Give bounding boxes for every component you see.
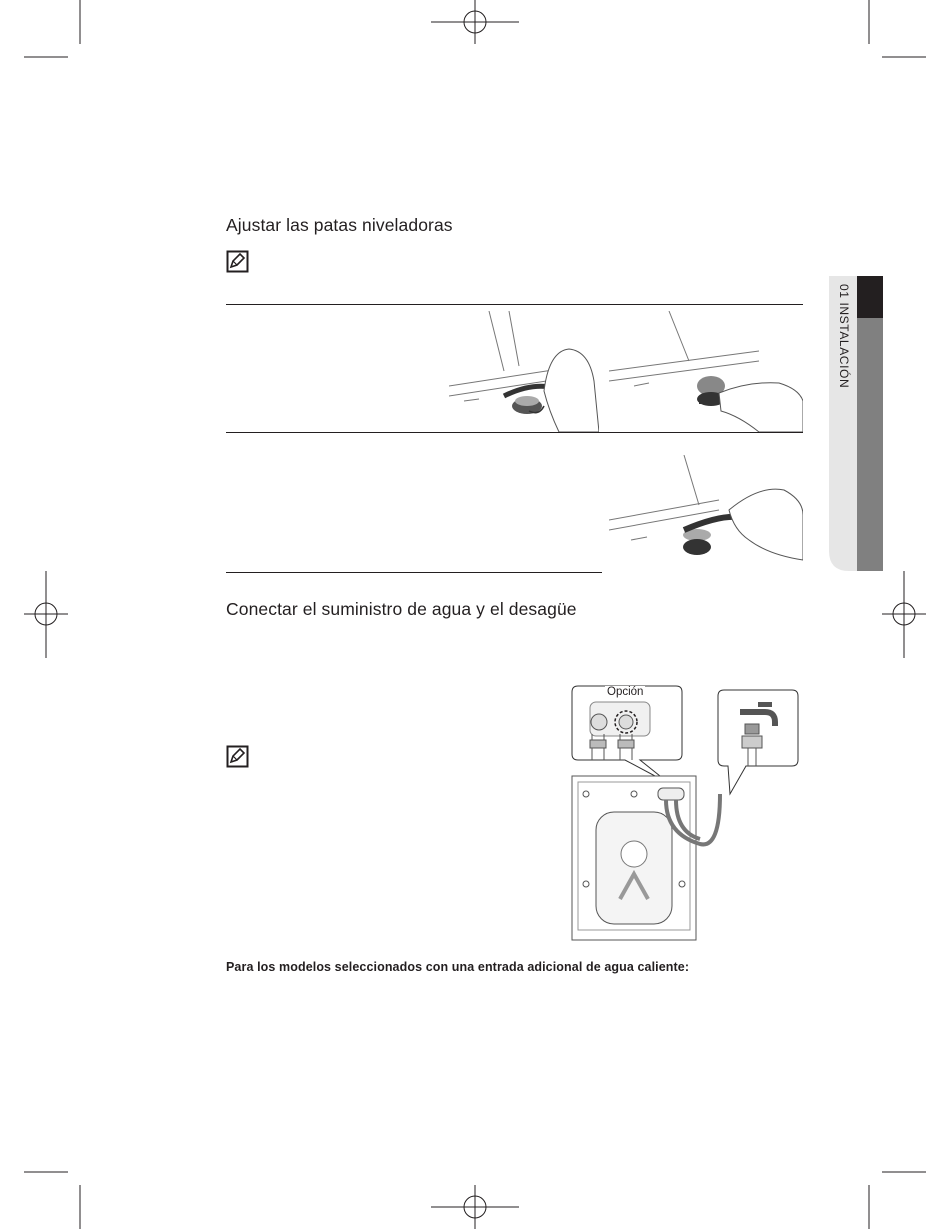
- registration-mark-icon: [24, 571, 68, 658]
- registration-mark-icon: [431, 1185, 519, 1229]
- registration-mark-icon: [882, 571, 926, 658]
- option-label: Opción: [607, 686, 644, 698]
- illustration-water-connection: [570, 684, 802, 942]
- illustration-tighten-leg: [609, 455, 803, 580]
- registration-mark-icon: [431, 0, 519, 44]
- divider: [226, 572, 602, 573]
- divider: [226, 432, 803, 433]
- section-heading-water: Conectar el suministro de agua y el desagüe: [226, 599, 577, 619]
- illustration-adjust-leg-wrench: [449, 311, 599, 432]
- illustration-adjust-leg-hand: [609, 311, 803, 432]
- divider: [226, 304, 803, 305]
- section-heading-leveling: Ajustar las patas niveladoras: [226, 215, 453, 235]
- note-icon: [226, 745, 249, 768]
- caption-hot-water: Para los modelos seleccionados con una entrada adicional de agua caliente:: [226, 960, 690, 974]
- chapter-tab-label: 01 INSTALACIÓN: [837, 284, 851, 389]
- note-icon: [226, 250, 249, 273]
